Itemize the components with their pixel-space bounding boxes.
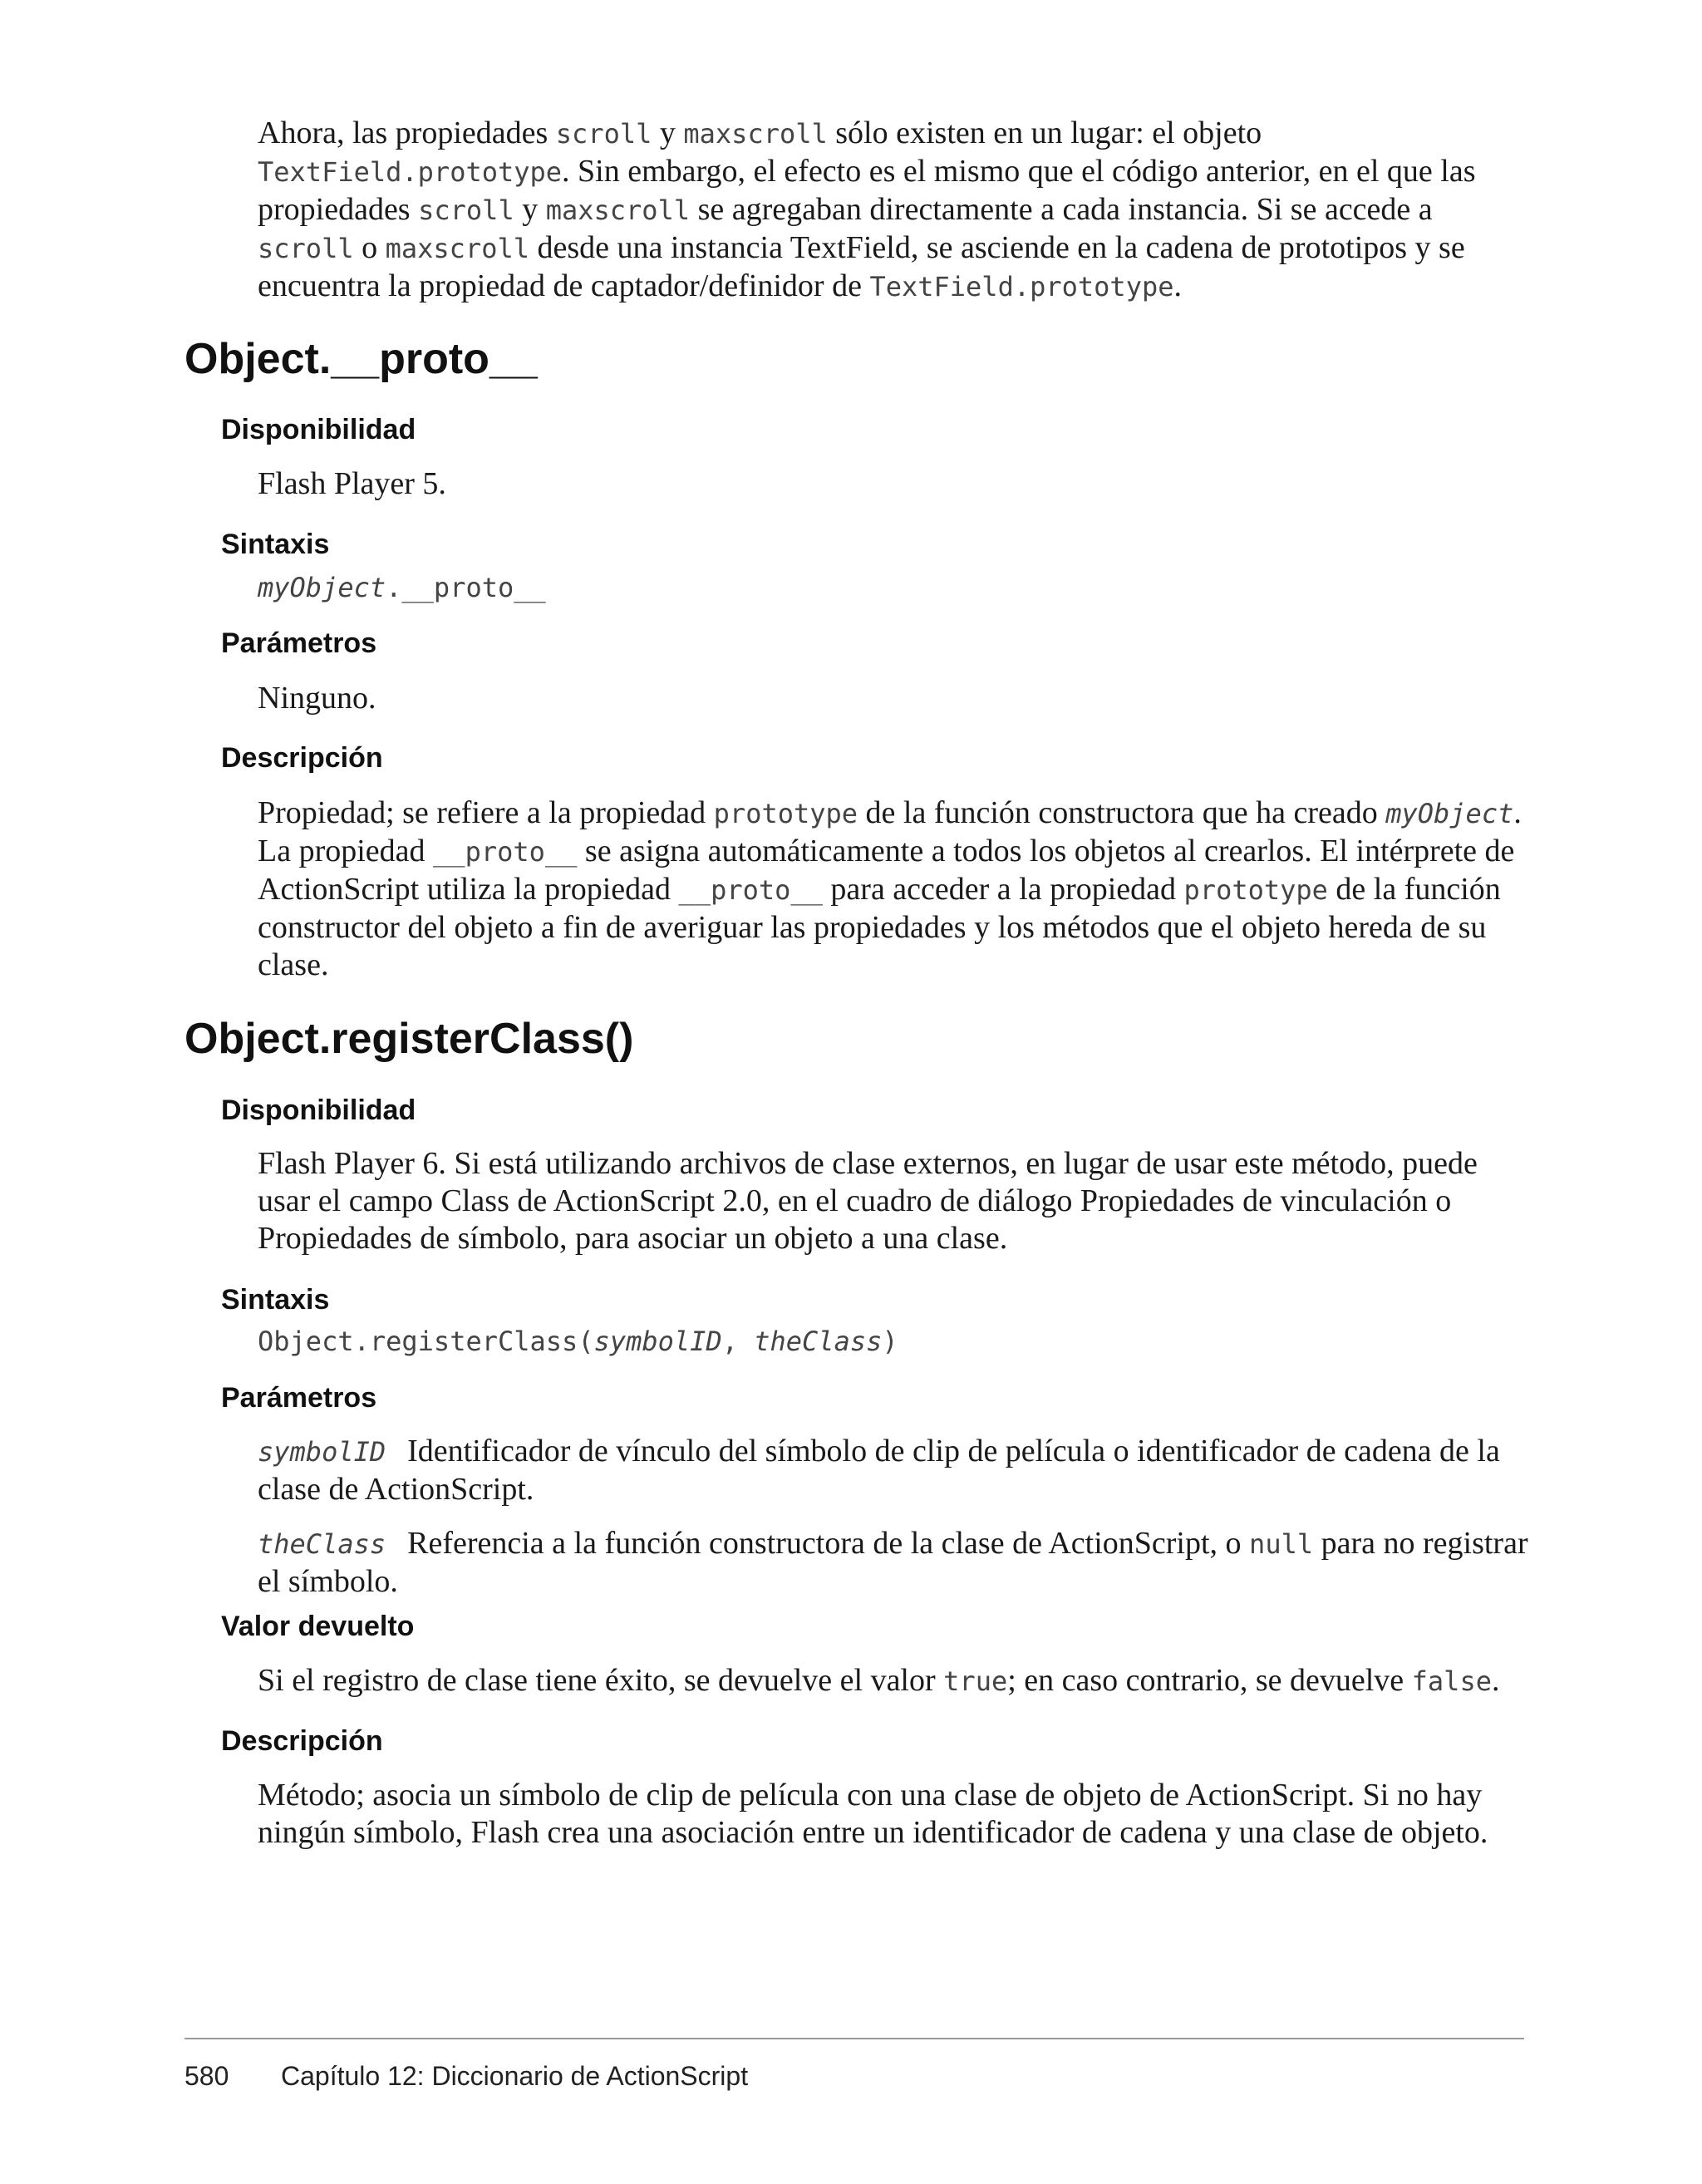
intro-paragraph: Ahora, las propiedades scroll y maxscroll sólo existen en un lugar: el objeto TextField.prototype. Sin embargo, el efecto es el mismo que el código anterior, en el que las propiedades scroll y maxscroll se agregaban directamente a cada instancia. Si se accede a scroll o maxscroll desde una instancia TextField, se asciende en la cadena de prototipos y se encuentra la propiedad de captador/definidor de TextField.prototype. xyxy=(258,116,1476,303)
proto-description-heading: Descripción xyxy=(221,742,383,774)
registerclass-params-heading: Parámetros xyxy=(221,1382,377,1414)
proto-syntax-code: myObject.__proto__ xyxy=(258,572,546,603)
proto-description-text: Propiedad; se refiere a la propiedad prototype de la función constructora que ha creado myObject. La propiedad __proto__ se asigna automáticamente a todos los objetos al crearlos. El intérprete de ActionScript utiliza la propiedad __proto__ para acceder a la propiedad prototype de la función constructor del objeto a fin de averiguar las propiedades y los métodos que el objeto hereda de su clase. xyxy=(258,795,1522,982)
registerclass-param-symbolid: symbolID Identificador de vínculo del símbolo de clip de película o identificador de cadena de la clase de ActionScript. xyxy=(258,1434,1500,1507)
registerclass-description-text: Método; asocia un símbolo de clip de película con una clase de objeto de ActionScript. Si no hay ningún símbolo, Flash crea una asociación entre un identificador de cadena y una clase de objeto. xyxy=(258,1778,1488,1850)
proto-availability-text: Flash Player 5. xyxy=(258,466,446,501)
registerclass-return-text: Si el registro de clase tiene éxito, se devuelve el valor true; en caso contrario, se devuelve false. xyxy=(258,1663,1500,1698)
footer-rule xyxy=(184,2038,1524,2039)
registerclass-return-heading: Valor devuelto xyxy=(221,1611,415,1642)
registerclass-availability-text: Flash Player 6. Si está utilizando archivos de clase externos, en lugar de usar este método, puede usar el campo Class de ActionScript 2.0, en el cuadro de diálogo Propiedades de vinculación o Propiedades de símbolo, para asociar un objeto a una clase. xyxy=(258,1146,1478,1256)
registerclass-availability-heading: Disponibilidad xyxy=(221,1094,416,1126)
chapter-title: Capítulo 12: Diccionario de ActionScript xyxy=(281,2061,749,2091)
page-number: 580 xyxy=(184,2061,229,2091)
proto-availability-heading: Disponibilidad xyxy=(221,414,416,445)
registerclass-syntax-heading: Sintaxis xyxy=(221,1284,330,1316)
registerclass-param-theclass: theClass Referencia a la función constructora de la clase de ActionScript, o null para no registrar el símbolo. xyxy=(258,1526,1528,1599)
page-footer xyxy=(184,2059,748,2093)
registerclass-syntax-code: Object.registerClass(symbolID, theClass) xyxy=(258,1326,898,1357)
registerclass-description-heading: Descripción xyxy=(221,1725,383,1757)
proto-params-text: Ninguno. xyxy=(258,681,376,716)
registerclass-title: Object.registerClass() xyxy=(184,1015,634,1063)
proto-title: Object.__proto__ xyxy=(184,335,538,383)
proto-syntax-heading: Sintaxis xyxy=(221,529,330,560)
proto-params-heading: Parámetros xyxy=(221,627,377,659)
